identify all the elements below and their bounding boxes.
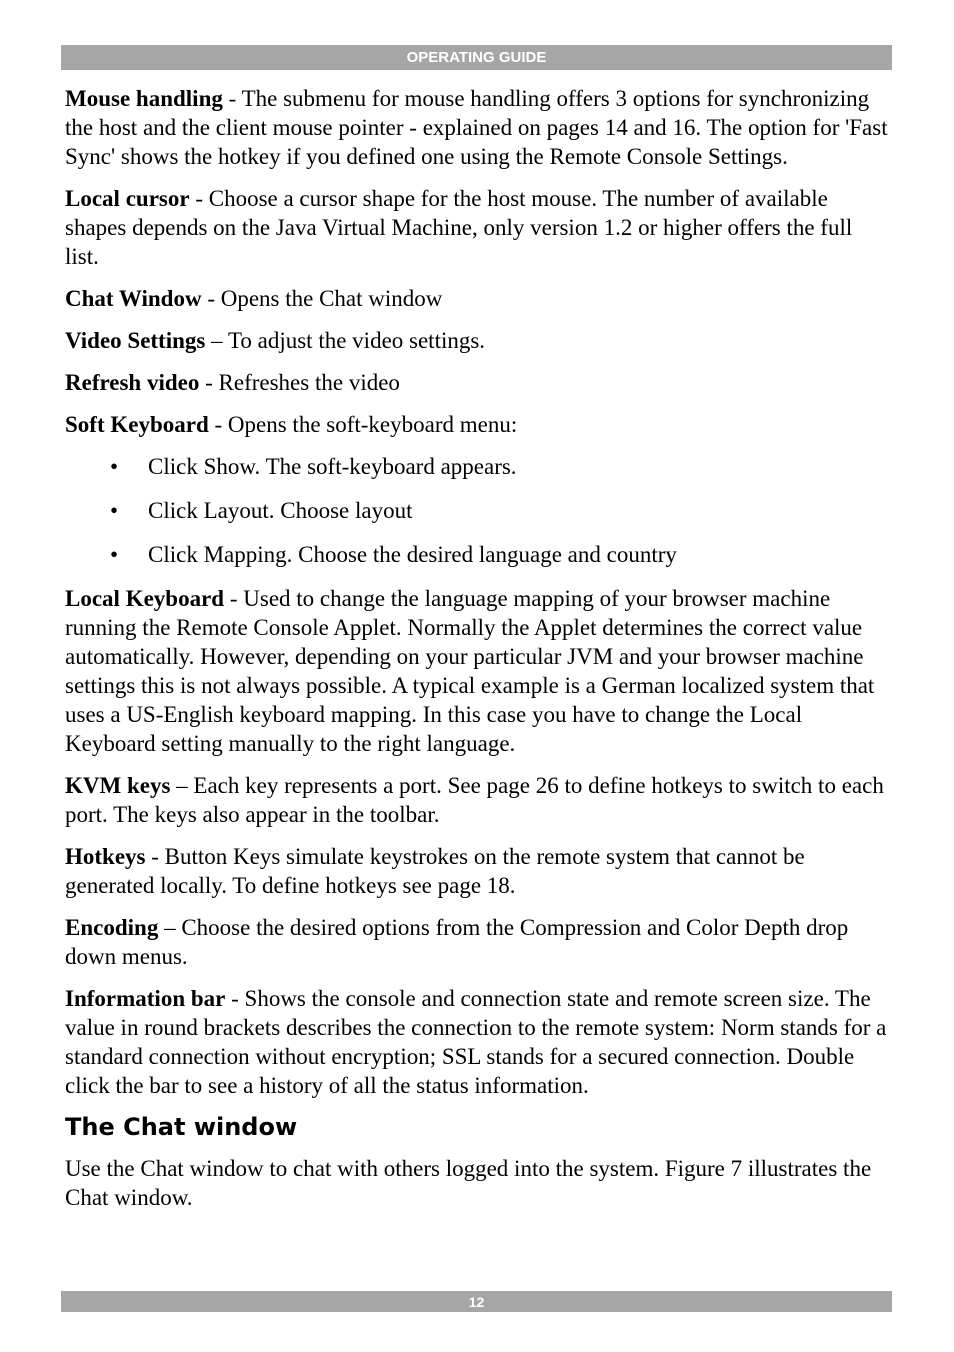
page-footer-bar [61,1291,892,1312]
definition: - Opens the soft-keyboard menu: [208,412,518,437]
definition: - The submenu for mouse handling offers 3 options for synchronizing the host and the client mouse pointer - explained on pages 14 and 16. The option for 'Fast Sync' shows the hotkey if you defined one using the Remote Console Settings. [65,86,888,169]
definition: - Opens the Chat window [201,286,443,311]
definition: - Choose a cursor shape for the host mouse. The number of available shapes depends on the Java Virtual Machine, only version 1.2 or higher offers the full list. [65,186,853,269]
bullet-icon: • [110,542,119,567]
header-title: OPERATING GUIDE [406,49,547,66]
term: Chat Window [65,286,202,311]
page-number: 12 [468,1294,485,1310]
list-item [65,540,891,569]
term: Hotkeys [65,844,146,869]
term: KVM keys [65,773,171,798]
definition: - Used to change the language mapping of your browser machine running the Remote Console Applet. Normally the Applet determines the correct value automatically. However, depending on your particular JVM and your browser machine settings this is not always possible. A typical example is a German localized system that uses a US-English keyboard mapping. In this case you have to change the Local Keyboard setting manually to the right language. [65,586,875,756]
term: Information bar [65,986,226,1011]
bullet-icon: • [110,498,119,523]
term: Mouse handling [65,86,223,111]
section-heading: The Chat window [65,1113,298,1141]
definition: – Each key represents a port. See page 26 to define hotkeys to switch to each port. The keys also appear in the toolbar. [65,773,884,827]
list-item-text: Click Mapping. Choose the desired language and country [148,542,677,567]
list-item [65,452,891,481]
term: Local cursor [65,186,190,211]
paragraph-chat-window [65,284,891,313]
definition: - Button Keys simulate keystrokes on the remote system that cannot be generated locally. To define hotkeys see page 18. [65,844,805,898]
list-item-text: Click Layout. Choose layout [148,498,413,523]
page-body [65,84,891,1225]
paragraph-mouse-handling [65,84,891,171]
definition: – To adjust the video settings. [205,328,486,353]
soft-keyboard-steps [65,452,891,569]
paragraph-kvm-keys [65,771,891,829]
bullet-icon: • [110,454,119,479]
definition: - Refreshes the video [199,370,400,395]
paragraph-encoding [65,913,891,971]
page-header-bar [61,45,892,70]
paragraph-video-settings [65,326,891,355]
term: Video Settings [65,328,206,353]
paragraph-soft-keyboard [65,410,891,439]
paragraph-refresh-video [65,368,891,397]
list-item-text: Click Show. The soft-keyboard appears. [148,454,517,479]
list-item [65,496,891,525]
paragraph-hotkeys [65,842,891,900]
paragraph-information-bar [65,984,891,1100]
term: Local Keyboard [65,586,225,611]
definition: - Shows the console and connection state and remote screen size. The value in round brackets describes the connection to the remote system: Norm stands for a standard connection without encryption; SSL stands for a secured connection. Double click the bar to see a history of all the status information. [65,986,887,1098]
paragraph-local-keyboard [65,584,891,758]
term: Refresh video [65,370,200,395]
term: Encoding [65,915,159,940]
term: Soft Keyboard [65,412,209,437]
definition: – Choose the desired options from the Compression and Color Depth drop down menus. [65,915,849,969]
paragraph-local-cursor [65,184,891,271]
section-body: Use the Chat window to chat with others logged into the system. Figure 7 illustrates the Chat window. [65,1156,872,1210]
